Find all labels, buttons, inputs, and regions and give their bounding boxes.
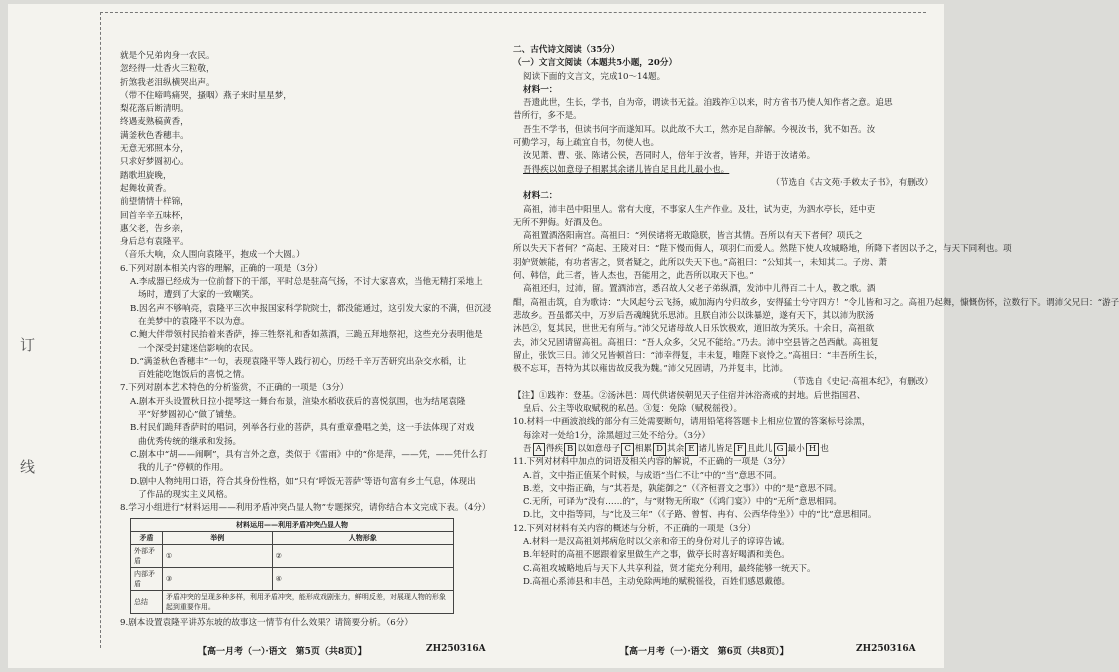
passage-line: 昔所行，多不是。 (513, 111, 582, 122)
question-stem: 12.下列对材料有关内容的概述与分析，不正确的一项是（3分） (513, 523, 756, 534)
material-2-title: 材料二： (523, 191, 558, 202)
material-1-source: （节选自《古文苑·手敕太子书》，有删改） (771, 177, 933, 188)
exam-paper (8, 4, 1119, 668)
break-box-a[interactable]: A (533, 443, 545, 456)
subsection-title: （一）文言文阅读（本题共5小题，20分） (513, 58, 678, 69)
script-line: 前望情情十样锦， (120, 197, 189, 208)
segment-text: 最小 (787, 443, 805, 454)
option-d[interactable]: D.剧中人物纯用口语，符合其身份性格，如“只有‘呼饭无菩萨’等语句富有乡土气息，体现出 (130, 476, 476, 487)
table-cell: 外部矛盾 (131, 545, 163, 568)
script-line: 满釜秋色香穗丰。 (120, 130, 189, 141)
question-12 (513, 523, 933, 589)
option-d[interactable]: D.比，文中指等同，与“比及三年”（《子路、曾皙、冉有、公西华侍坐》）中的“比”意思相同。 (523, 510, 877, 521)
cut-line-left (100, 12, 101, 648)
passage-line: 羽妒贤嫉能，有功者害之，贤者疑之，此所以失天下也。”高祖曰：“公知其一，未知其二。子房、萧 (513, 257, 888, 268)
segment-text: 吾 (523, 443, 532, 454)
note-line: 皇后、公主等收取赋税的私邑。③复：免除（赋税徭役）。 (523, 404, 743, 415)
segment-text: 且此儿 (746, 443, 773, 454)
script-line: 身后总有袁隆平。 (120, 237, 189, 248)
material-2 (513, 204, 1119, 377)
break-box-c[interactable]: C (621, 443, 634, 456)
passage-line: 极不忘耳，吾特为其以雍齿故反我为魏。”沛父兄固请，乃并复丰，比沛。 (513, 364, 789, 375)
section-title: 二、古代诗文阅读（35分） (513, 45, 620, 55)
notes (513, 390, 933, 417)
option-d[interactable]: D.“满釜秋色香穗丰”一句，表现袁隆平等人践行初心，历经千辛万苦研究出杂交水稻，让 (130, 356, 467, 367)
question-stem: 7.下列对剧本艺术特色的分析鉴赏，不正确的一项是（3分） (120, 383, 349, 394)
question-7 (120, 382, 488, 502)
option-a-cont: 平“好梦圆初心”做了铺垫。 (138, 410, 242, 421)
passage-line: 沐邑②，复其民，世世无有所与。”沛父兄诸母故人日乐饮极欢，道旧故为笑乐。十余日，高祖欲 (513, 324, 875, 335)
sentence-break-boxes (513, 443, 933, 456)
option-a[interactable]: A.材料一是汉高祖刘邦病危时以父亲和帝王的身份对儿子的谆谆告诫。 (523, 536, 790, 547)
script-line: 无意无邪照本分， (120, 144, 189, 155)
question-9: 9.剧本设置袁隆平讲苏东坡的故事这一情节有什么效果？请简要分析。（6分） (120, 618, 413, 629)
option-d-cont: 了作品的现实主义风格。 (138, 489, 233, 500)
option-a[interactable]: A.首，文中指正值某个时候，与成语“当仁不让”中的“当”意思不同。 (523, 470, 782, 481)
question-stem: 8.学习小组进行“材料运用——利用矛盾冲突凸显人物”专题探究，请你结合本文完成下表。（4分） (120, 503, 491, 514)
passage-line: 酣，高祖击筑，自为歌诗：“大风起兮云飞扬，威加海内兮归故乡，安得猛士兮守四方！”令儿皆和习之。高祖乃起舞，慷慨伤怀，泣数行下。谓沛父兄曰：“游子 (513, 297, 1119, 308)
passage-line: 高祖，沛丰邑中阳里人。常有大度，不事家人生产作业。及壮，试为吏，为泗水亭长，廷中吏 (523, 204, 876, 215)
table-row (131, 545, 454, 568)
right-page-code: ZH250316A (856, 644, 916, 654)
question-stem: 11.下列对材料中加点的词语及相关内容的解说，不正确的一项是（3分） (513, 457, 790, 468)
passage-line: 吾生不学书，但读书问字而遂知耳。以此故不大工，然亦足自辞解。今视汝书，犹不如吾。汝 (523, 124, 876, 135)
break-box-d[interactable]: D (653, 443, 666, 456)
table-cell: 内部矛盾 (131, 568, 163, 591)
question-11 (513, 456, 933, 522)
script-lines (120, 50, 480, 263)
option-c[interactable]: C.剧本中“胡——闹啊”，具有言外之意，类似于《雷雨》中的“你是萍，——凭，——凭什么打 (130, 449, 488, 460)
script-line: 只求好梦圆初心。 (120, 157, 189, 168)
script-line: 就是个兄弟肉身一农民。 (120, 51, 215, 61)
script-line: 终遇麦熟稿黄香， (120, 117, 189, 128)
table-cell: 总结 (131, 591, 163, 614)
binding-char-1: 订 (20, 336, 36, 354)
table-row (131, 591, 454, 614)
segment-text: 以如意母子 (577, 443, 621, 454)
answer-blank-4[interactable]: ④ (272, 568, 453, 591)
question-stem-cont: 每涂对一处给1分，涂黑超过三处不给分。（3分） (523, 430, 711, 441)
option-a[interactable]: A.剧本开头设置秋日拉小提琴这一舞台布景，渲染水稻收获后的喜悦氛围，也为结尾袁隆 (130, 396, 466, 407)
script-line: （音乐大响，众人围向袁隆平，抱成一个大圆。） (120, 250, 305, 261)
option-a-cont: 场时，遭到了大家的一致嘲笑。 (138, 290, 259, 301)
passage-line: 高祖置酒洛阳南宫。高祖曰：“列侯诸将无敢隐朕，皆言其情。吾所以有天下者何？项氏之 (523, 231, 863, 242)
question-stem: 6.下列对剧本相关内容的理解，正确的一项是（3分） (120, 263, 323, 274)
option-a[interactable]: A.李成器已经成为一位前督下的干部，平时总是驻高气扬，不讨大家喜欢，当他无精打采地上 (130, 277, 483, 288)
option-c-cont: 我的儿子”停顿的作用。 (138, 463, 229, 474)
option-b[interactable]: B.差，文中指正确，与“其若是，孰能御之”（《齐桓晋文之事》）中的“是”意思不同。 (523, 483, 842, 494)
passage-line: 无所不狎侮。好酒及色。 (513, 217, 608, 228)
question-6 (120, 263, 492, 383)
table-header: 人物形象 (272, 532, 453, 545)
wavy-line-passage: 吾得疾以如意母子相累其余诸儿皆自足且此儿最小也。 (523, 164, 730, 175)
material-1 (513, 97, 933, 177)
passage-line: 所以失天下者何？”高起、王陵对曰：“陛下慢而侮人，项羽仁而爱人。然陛下使人攻城略地，所降下者因以予之，与天下同利也。项 (513, 244, 1012, 255)
table-header: 矛盾 (131, 532, 163, 545)
question-stem: 10.材料一中画波浪线的部分有三处需要断句，请用铅笔将答题卡上相应位置的答案标号涂黑， (513, 417, 871, 428)
cut-line-top (100, 12, 926, 13)
segment-text: 其余 (667, 443, 685, 454)
script-line: 起舞妆黄香。 (120, 183, 172, 194)
instruction: 阅读下面的文言文，完成10～14题。 (523, 71, 666, 82)
answer-blank-2[interactable]: ② (272, 545, 453, 568)
passage-line: 何、韩信，此三者，皆人杰也，吾能用之，此吾所以取天下也。” (513, 271, 754, 282)
passage-line: 高祖还归，过沛，留。置酒沛宫，悉召故人父老子弟纵酒，发沛中儿得百二十人，教之歌。酒 (523, 284, 876, 295)
passage-line: 去，沛父兄固请留高祖。高祖曰：“吾人众多，父兄不能给。”乃去。沛中空县皆之邑西献。高祖复 (513, 337, 879, 348)
script-line: 梨花落后断清明。 (120, 104, 189, 115)
passage-line: 留止，张饮三日。沛父兄皆顿首曰：“沛幸得复，丰未复，唯陛下哀怜之。”高祖曰：“丰吾所生长， (513, 350, 883, 361)
passage-line: 吾遗此世，生长，学书，自为帝，谓读书无益。洎践祚①以来，时方省书乃使人知作者之意。追思 (523, 98, 893, 109)
material-1-title: 材料一： (523, 84, 558, 95)
break-box-b[interactable]: B (564, 443, 576, 456)
left-page-code: ZH250316A (426, 644, 486, 654)
right-page-footer: 【高一月考（一）·语文 第6页（共8页）】 (620, 647, 789, 657)
option-b[interactable]: B.因名声不够响亮，袁隆平三次申报国家科学院院士，都没能通过，这引发大家的不满，但沉浸 (130, 303, 492, 314)
left-page-footer: 【高一月考（一）·语文 第5页（共8页）】 (198, 647, 367, 657)
option-b[interactable]: B.年轻时的高祖不愿跟着家里做生产之事，做亭长时喜好喝酒和美色。 (523, 550, 790, 561)
note-line: 【注】①践祚：登基。②汤沐邑：周代供诸侯朝见天子住宿并沐浴斋戒的封地。后世指国君、 (513, 390, 866, 401)
table-header: 举例 (162, 532, 272, 545)
table-summary: 矛盾冲突的呈现多种多样，利用矛盾冲突，能形成戏剧张力，鲜明反差，对展现人物的形象起到重要作用。 (162, 591, 453, 614)
script-line: 忽经得一灶香火三粒敬， (120, 64, 215, 75)
segment-text: 也 (820, 443, 829, 454)
option-b[interactable]: B.村民们跪拜香萨时的唱词，列举各行业的菩萨，具有重章叠唱之美，这一手法体现了对戏 (130, 423, 475, 434)
passage-line: 可勤学习，每上疏宜自书，勿使人也。 (513, 138, 660, 149)
question-8 (120, 502, 491, 614)
option-c-cont: 一个深受封建迷信影响的农民。 (138, 343, 259, 354)
option-b-cont: 在美梦中的袁隆平不以为意。 (138, 316, 250, 327)
passage-line: 汝见萧、曹、张、陈诸公侯，吾同时人，倍年于汝者，皆拜，并语于汝诸弟。 (523, 151, 816, 162)
answer-blank-1[interactable]: ① (162, 545, 272, 568)
option-d[interactable]: D.高祖心系沛县和丰邑，主动免除两地的赋税徭役，百姓们感恩戴德。 (523, 576, 791, 587)
table-row (131, 568, 454, 591)
answer-blank-3[interactable]: ③ (162, 568, 272, 591)
break-box-h[interactable]: H (806, 443, 820, 456)
script-line: （带不住啼鸣痛哭，搔咽）燕子来时星星梦， (120, 90, 292, 101)
option-b-cont: 曲优秀传统的继承和发扬。 (138, 436, 242, 447)
segment-text: 诸儿皆足 (698, 443, 733, 454)
answer-table (130, 518, 454, 614)
left-page (120, 50, 492, 631)
option-d-cont: 百姓能吃饱饭后的喜悦之情。 (138, 370, 250, 381)
break-box-e[interactable]: E (685, 443, 697, 456)
break-box-g[interactable]: G (774, 443, 787, 456)
script-line: 回首辛辛五味杯， (120, 210, 189, 221)
option-c[interactable]: C.无所，可译为“没有……的”，与“财物无所取”（《鸿门宴》）中的“无所”意思相同。 (523, 497, 842, 508)
script-line: 折煞我老泪纵横哭出声。 (120, 77, 215, 88)
script-line: 踏歌坦旋晚， (120, 170, 172, 181)
passage-line: 悲故乡。吾虽都关中，万岁后吾魂魄犹乐思沛。且朕自沛公以诛暴逆，遂有天下，其以沛为朕汤 (513, 310, 874, 321)
segment-text: 得疾 (545, 443, 564, 454)
binding-char-2: 线 (20, 458, 36, 476)
right-page (513, 44, 1119, 589)
option-c[interactable]: C.高祖攻城略地后与天下人共享利益，贤才能充分利用，最终能够一统天下。 (523, 563, 816, 574)
segment-text: 相累 (634, 443, 653, 454)
question-10 (513, 416, 933, 456)
break-box-f[interactable]: F (734, 443, 746, 456)
option-c[interactable]: C.鲍大伴带领村民抬着来香萨，捧三牲祭礼和香如蒸酒，三跪五拜地祭祀，这些充分表明他是 (130, 330, 483, 341)
script-line: 惠父老，告乡亲， (120, 223, 189, 234)
material-2-source: （节选自《史记·高祖本纪》，有删改） (788, 377, 933, 388)
table-title: 材料运用——利用矛盾冲突凸显人物 (131, 519, 454, 532)
